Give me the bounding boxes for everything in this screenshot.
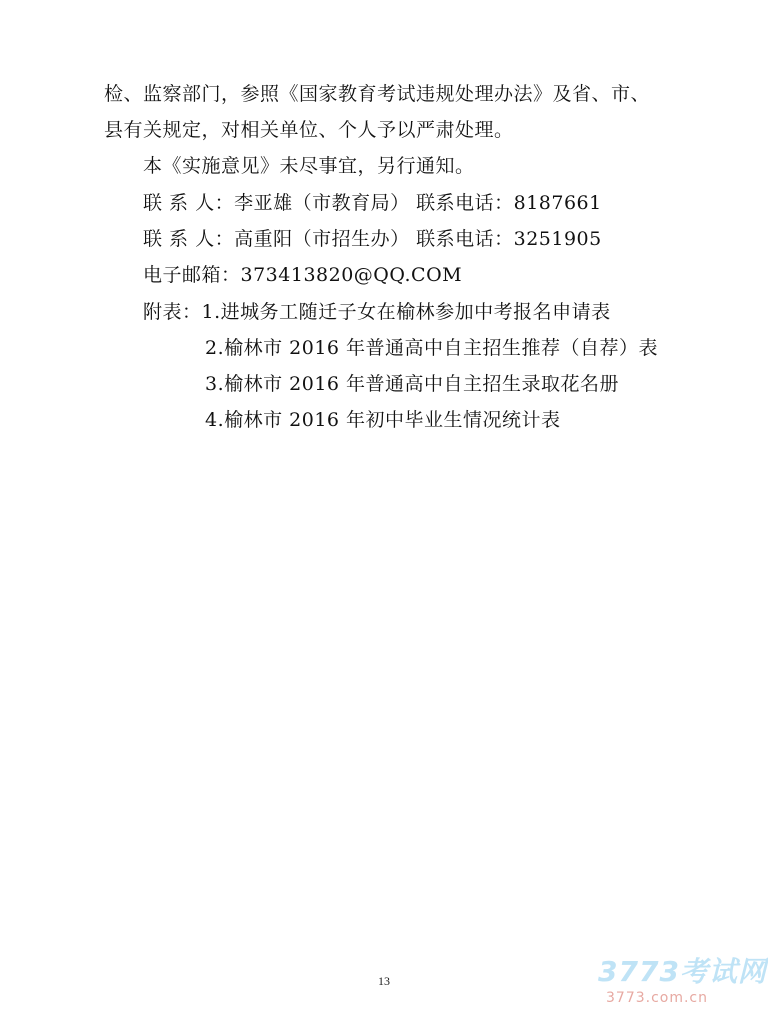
contact-line: 联 系 人：高重阳（市招生办） 联系电话：3251905 [143,228,602,250]
attachment-item: 附表：1.进城务工随迁子女在榆林参加中考报名申请表 [143,301,611,323]
page-number: 13 [378,974,390,988]
paragraph-line: 检、监察部门，参照《国家教育考试违规处理办法》及省、市、 [104,83,651,105]
paragraph-line: 本《实施意见》未尽事宜，另行通知。 [143,155,475,177]
paragraph-line: 县有关规定，对相关单位、个人予以严肃处理。 [104,119,514,141]
attachment-item: 2.榆林市 2016 年普通高中自主招生推荐（自荐）表 [205,337,659,359]
attachment-item: 3.榆林市 2016 年普通高中自主招生录取花名册 [205,373,620,395]
watermark-sub-text: 3773.com.cn [606,990,708,1006]
email-line: 电子邮箱：373413820@QQ.COM [143,264,463,286]
attachment-item: 4.榆林市 2016 年初中毕业生情况统计表 [205,409,561,431]
watermark-main-text: 3773考试网 [598,955,767,988]
watermark-logo [598,950,767,1020]
contact-line: 联 系 人：李亚雄（市教育局） 联系电话：8187661 [143,192,602,214]
